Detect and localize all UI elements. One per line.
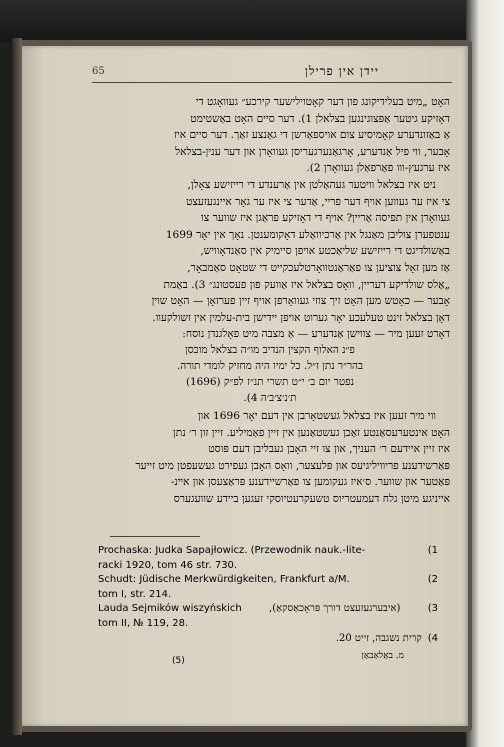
footnote-hebrew-text: (איבערגעזעצט דורך פּראָכאַסקאַ), [269,603,401,615]
footnote-marker: (4 [427,632,438,644]
footnote-text: Prochaska: Judka Sapajłowicz. (Przewodnik nauk.-lite- [98,545,366,556]
epitaph-line: נפטר יום ב׳ י״ט תשרי תנ״ז לפ״ק (1696) [185,376,354,388]
text-line: איז ערגעץ-ווו פאַרפאַלן געוואָרן 2). [306,162,450,175]
body-text [98,94,450,343]
footnote-row [98,559,438,574]
footnote-row [98,602,438,617]
footnote-text: tom I, str. 214. [98,588,172,600]
text-line: אַ באַזונדערע קאָמיסיע צום אויספאַרשן די גאַנצע זאַך. דער סיים איז [173,129,450,142]
footnote-text: Schudt: Jüdische Merkwürdigkeiten, Frankfurt a/M. [98,574,350,586]
footnote-row [98,544,438,559]
signature-mark: (5) [172,656,185,666]
text-line: ניט איז בצלאל וויטער געהאַלטן אין אַרענדע די רייזישע צאָלן, [187,178,436,191]
text-line: באַשולדיגט די רייזישע שליאַכטע אויפן סיימיק אין סאַנדאָוויש, [200,245,450,258]
text-line: פּאַרשידענע פריוויליגיעס און פּלעצער, וואָס האָבן געפירט געשעפטן מיט זייער [135,459,450,472]
text-line: אייניגע מיטן גלח דעמעטריוס טשעקרעטיוסקי זעגען ביידע שוועגערס [173,492,450,505]
footnote-text: racki 1920, tom 46 str. 730. [98,559,238,571]
text-line: האָט „מיט בעלידיקונג פון דער קאָטוילישער קירכע״ געוואָגט די [195,96,450,108]
book-spine [12,38,22,735]
footnote-rule [110,536,200,537]
header-rule [92,82,452,83]
text-line: „אַלס שולדיקע דעריין, וואָס בצלאל איז אַוועק פון פעסטונג״ 3). באַמת [163,278,450,291]
footnote-row [98,617,438,632]
footnote-text: tom II, № 119, 28. [98,617,189,629]
text-line: אַז מען זאָל צוציען צו פאַראַנטוואָרטלעכקייט די שטאָט סאַמבאָר, [187,261,450,274]
footnote-marker: (3 [427,603,438,615]
text-line: ענטפערן צוליבן מאַנגל אין אַרכיוואַלע דאָקומענטן. נאָך אין יאָר 1699 [165,228,450,241]
running-header: יידן אין פרילן [304,64,379,78]
page-number: 65 [92,66,105,77]
footnote-hebrew-text: קרית נשגבה, זייט 20. [335,632,422,644]
text-line: דאָזיקע גיטער אַפּצוגינגען בצלאלן 1). דער סיים האָט באַשטימט [190,112,450,125]
footnote-row [98,573,438,588]
text-line: אָבער — כאָטש מען האָט זיך צוזי געוואָרפן אויף זיין פערזאָן — האָט שוין [151,295,450,308]
text-line: ווי מיר זעען איז בצלאל געשטאָרבן אין דעם יאָר 1696 און [197,410,436,422]
text-line: צי איז ער געווען אויף דער פריי, אַדער צי איז ער גאָר איינגעזעצט [185,195,450,208]
footnotes [98,544,438,646]
epitaph-line: ת׳נ׳צ׳ב׳ה 4). [243,392,297,404]
footnote-text: Lauda Sejmików wiszyńskich [98,603,242,615]
epitaph-line: פ״נ האלוף הקצין הנדיב מו״ה בצלאל מוכסן [185,344,355,356]
text-line: האָט אינטערעסאַנטע זאַכן געשטאַנען אין זיין פאַמיליע. זיין זון ר׳ נתן [173,426,450,439]
epitaph-block [120,342,420,406]
text-line: דאָן בצלאל זינט טעלעכע יאָר גערוט אויפן יידישן בית-עלמין אין זשולקעוו. [152,311,450,324]
signature-text: מ. באַלאַבאַן [361,651,404,661]
backdrop [0,0,504,42]
body-text-continued [98,408,450,508]
text-line: פּאַטער און שווער. ס׳איז געקומען צו פאַרשיידענע פּראַצעסן און אײנ- [170,476,450,489]
footnote-marker: (2 [427,574,438,586]
text-line: דאָרט זעען מיר — צווישן אַנדערע — אַ מצבה מיט פאָלגנדן נוסח: [182,328,450,341]
text-line: אָבער, ווי פיל אַנדערע, אָרגאַנערגעריסן געוואָרן און דער ענין-בצלאל [175,145,450,158]
text-line: איז זיין איידעם ר׳ העניך, און צו זיי האָבן געבליבן דעם פּוסט [208,443,450,456]
epitaph-line: בהר״ר נתן ז״ל. כל ימיו היה מחזיק לומדי תורה. [176,360,364,372]
text-line: געוואָרן אין תפיסה אַריין? אויף די דאָזיקע פראַגן איז שווער צו [201,212,450,225]
footnote-row [98,588,438,603]
footnote-marker: (1 [427,545,438,556]
footnote-row [98,632,438,647]
